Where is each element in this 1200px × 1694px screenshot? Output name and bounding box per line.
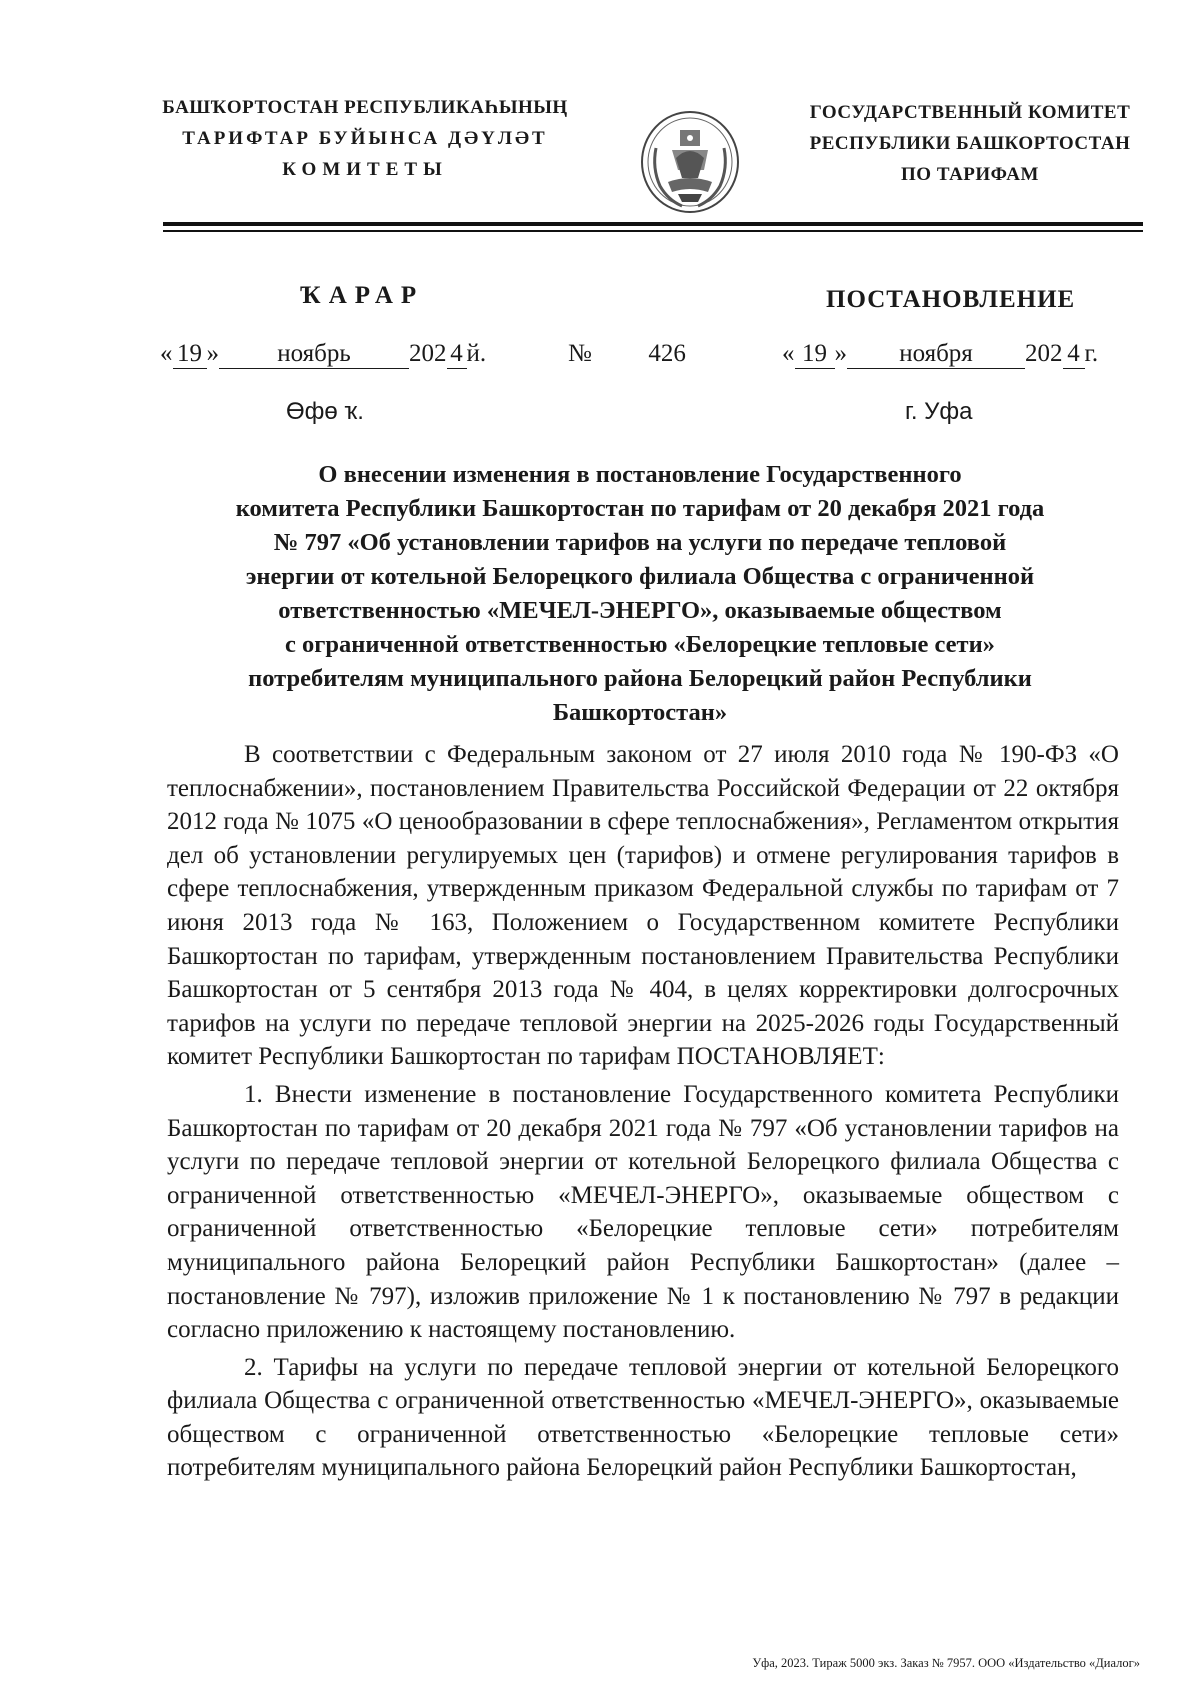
date-right-close-quote: » — [834, 340, 847, 367]
city-bashkir: Өфө ҡ. — [286, 398, 364, 425]
print-imprint: Уфа, 2023. Тираж 5000 экз. Заказ № 7957. ООО «Издательство «Диалог» — [752, 1656, 1140, 1670]
title-line: комитета Республики Башкортостан по тарифам от 20 декабря 2021 года — [235, 495, 1045, 522]
title-line: с ограниченной ответственностью «Белорецкие тепловые сети» — [285, 631, 995, 658]
doc-type-bashkir: ҠАРАР — [300, 282, 425, 309]
date-right-open-quote: « — [782, 340, 795, 367]
date-right-year-digit: 4 — [1063, 340, 1085, 369]
date-left-year-digit: 4 — [447, 340, 467, 369]
clause-1-paragraph: 1. Внести изменение в постановление Государственного комитета Республики Башкортостан по тарифам от 20 декабря 2021 года № 797 «Об установлении тарифов на услуги по передаче тепловой энергии от котельной Белорецкого филиала Общества с ограниченной ответственностью «МЕЧЕЛ-ЭНЕРГО», оказываемые обществом с ограниченной ответственностью «Белорецкие тепловые сети» потребителям муниципального района Белорецкий район Республики Башкортостан» (далее – постановление № 797), изложив приложение № 1 к постановлению № 797 в редакции согласно приложению к настоящему постановлению. — [167, 1080, 1119, 1344]
header-rule-thin — [163, 230, 1143, 232]
bashkortostan-coat-of-arms-icon — [638, 108, 742, 216]
date-right-suffix: г. — [1084, 340, 1099, 367]
doc-number — [568, 340, 686, 368]
date-left-year-prefix: 202 — [409, 340, 447, 367]
date-left-open-quote: « — [160, 340, 173, 367]
document-body — [167, 738, 1119, 1485]
date-left — [160, 340, 486, 369]
header-russian — [785, 97, 1155, 190]
doc-number-sign: № — [568, 340, 592, 367]
date-right-month: ноября — [847, 340, 1025, 369]
date-left-month: ноябрь — [219, 340, 409, 369]
date-right — [782, 340, 1098, 369]
doc-type-russian: ПОСТАНОВЛЕНИЕ — [826, 286, 1076, 313]
header-russian-line-3: ПО ТАРИФАМ — [901, 164, 1039, 185]
header-bashkir — [150, 92, 580, 185]
document-title — [160, 458, 1120, 730]
title-line: энергии от котельной Белорецкого филиала Общества с ограниченной — [245, 563, 1035, 590]
header-bashkir-line-3: КОМИТЕТЫ — [282, 159, 448, 180]
city-russian: г. Уфа — [905, 398, 973, 425]
header-bashkir-line-2: ТАРИФТАР БУЙЫНСА ДӘҮЛӘТ — [182, 128, 548, 149]
doc-number-value: 426 — [648, 340, 686, 367]
preamble-paragraph: В соответствии с Федеральным законом от 27 июля 2010 года № 190-ФЗ «О теплоснабжении», постановлением Правительства Российской Федерации от 22 октября 2012 года № 1075 «О ценообразовании в сфере теплоснабжения», Регламентом открытия дел об установлении регулируемых цен (тарифов) и отмене регулирования тарифов в сфере теплоснабжения, утвержденным приказом Федеральной службы по тарифам от 7 июня 2013 года № 163, Положением о Государственном комитете Республики Башкортостан по тарифам, утвержденным постановлением Правительства Республики Башкортостан от 5 сентября 2013 года № 404, в целях корректировки долгосрочных тарифов на услуги по передаче тепловой энергии на 2025-2026 годы Государственный комитет Республики Башкортостан по тарифам ПОСТАНОВЛЯЕТ: — [167, 741, 1119, 1071]
clause-2-paragraph: 2. Тарифы на услуги по передаче тепловой энергии от котельной Белорецкого филиала Общества с ограниченной ответственностью «МЕЧЕЛ-ЭНЕРГО», оказываемые обществом с ограниченной ответственностью «Белорецкие тепловые сети» потребителям муниципального района Белорецкий район Республики Башкортостан, — [167, 1353, 1119, 1482]
title-line: ответственностью «МЕЧЕЛ-ЭНЕРГО», оказываемые обществом — [278, 597, 1002, 624]
header-rule-thick — [163, 222, 1143, 226]
title-line: О внесении изменения в постановление Государственного — [318, 461, 962, 488]
title-line: № 797 «Об установлении тарифов на услуги по передаче тепловой — [273, 529, 1007, 556]
date-right-day: 19 — [795, 340, 835, 369]
header-russian-line-2: РЕСПУБЛИКИ БАШКОРТОСТАН — [809, 133, 1131, 154]
title-line: Башкортостан» — [552, 699, 728, 726]
title-line: потребителям муниципального района Белорецкий район Республики — [248, 665, 1032, 692]
date-left-suffix: й. — [466, 340, 487, 367]
date-left-day: 19 — [173, 340, 207, 369]
date-right-year-prefix: 202 — [1025, 340, 1063, 367]
header-bashkir-line-1: БАШҠОРТОСТАН РЕСПУБЛИКАҺЫНЫҢ — [162, 97, 568, 118]
header-russian-line-1: ГОСУДАРСТВЕННЫЙ КОМИТЕТ — [809, 102, 1131, 123]
date-left-close-quote: » — [206, 340, 219, 367]
